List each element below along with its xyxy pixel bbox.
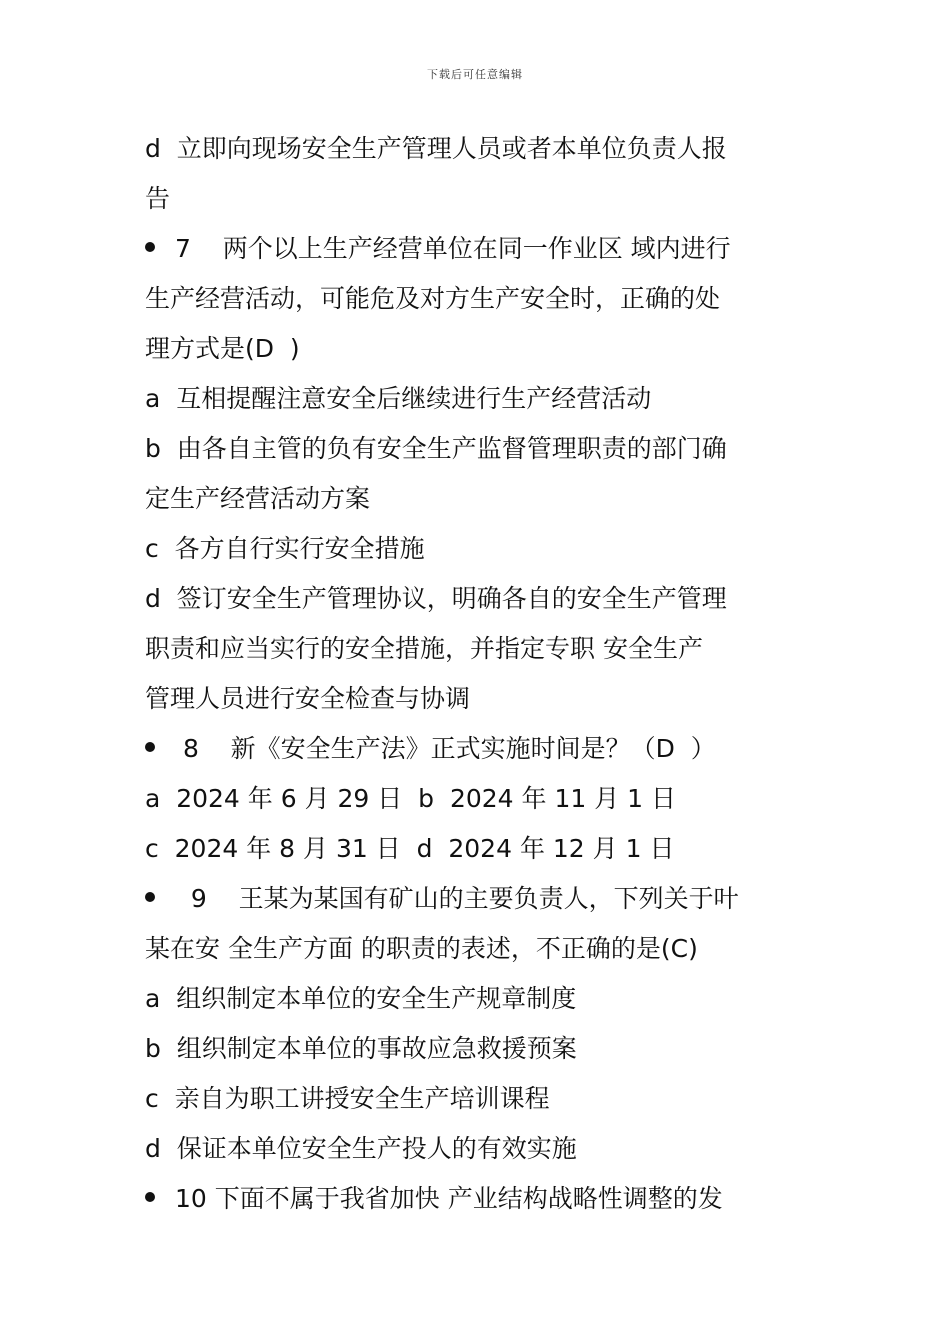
text-line [145, 574, 810, 624]
text-line-content: 8 新《安全生产法》正式实施时间是？（D ） [175, 734, 716, 763]
text-line-content: c 亲自为职工讲授安全生产培训课程 [145, 1084, 550, 1113]
document-body [145, 124, 810, 1224]
text-line-content: b 组织制定本单位的事故应急救援预案 [145, 1034, 577, 1063]
text-line-content: a 互相提醒注意安全后继续进行生产经营活动 [145, 384, 652, 413]
text-line-content: 10 下面不属于我省加快 产业结构战略性调整的发 [175, 1184, 723, 1213]
text-line-content: 职责和应当实行的安全措施，并指定专职 安全生产 [145, 634, 703, 663]
text-line-content: c 2024 年 8 月 31 日 d 2024 年 12 月 1 日 [145, 834, 675, 863]
bullet-icon [145, 742, 155, 752]
page-header: 下载后可任意编辑 [427, 68, 523, 81]
text-line [145, 1074, 810, 1124]
text-line [145, 1174, 810, 1224]
bullet-icon [145, 242, 155, 252]
text-line [145, 874, 810, 924]
text-line [145, 524, 810, 574]
text-line [145, 924, 810, 974]
text-line [145, 1124, 810, 1174]
text-line [145, 474, 810, 524]
text-line [145, 274, 810, 324]
text-line-content: a 2024 年 6 月 29 日 b 2024 年 11 月 1 日 [145, 784, 677, 813]
text-line [145, 224, 810, 274]
text-line-content: 定生产经营活动方案 [145, 484, 371, 513]
text-line-content: 7 两个以上生产经营单位在同一作业区 域内进行 [175, 234, 731, 263]
text-line-content: 告 [145, 184, 171, 213]
bullet-icon [145, 892, 155, 902]
text-line [145, 174, 810, 224]
text-line [145, 724, 810, 774]
bullet-icon [145, 1192, 155, 1202]
text-line-content: d 保证本单位安全生产投人的有效实施 [145, 1134, 577, 1163]
text-line [145, 424, 810, 474]
text-line [145, 1024, 810, 1074]
text-line-content: 管理人员进行安全检查与协调 [145, 684, 471, 713]
text-line-content: c 各方自行实行安全措施 [145, 534, 425, 563]
text-line [145, 774, 810, 824]
text-line-content: b 由各自主管的负有安全生产监督管理职责的部门确 [145, 434, 727, 463]
text-line [145, 674, 810, 724]
text-line [145, 374, 810, 424]
text-line-content: 理方式是(D ) [145, 334, 300, 363]
text-line [145, 624, 810, 674]
text-line-content: 某在安 全生产方面 的职责的表述，不正确的是(C) [145, 934, 698, 963]
text-line-content: d 签订安全生产管理协议，明确各自的安全生产管理 [145, 584, 727, 613]
text-line [145, 974, 810, 1024]
text-line-content: 9 王某为某国有矿山的主要负责人，下列关于叶 [175, 884, 739, 913]
text-line-content: d 立即向现场安全生产管理人员或者本单位负责人报 [145, 134, 727, 163]
text-line [145, 824, 810, 874]
text-line [145, 124, 810, 174]
text-line-content: 生产经营活动，可能危及对方生产安全时，正确的处 [145, 284, 721, 313]
text-line-content: a 组织制定本单位的安全生产规章制度 [145, 984, 577, 1013]
text-line [145, 324, 810, 374]
